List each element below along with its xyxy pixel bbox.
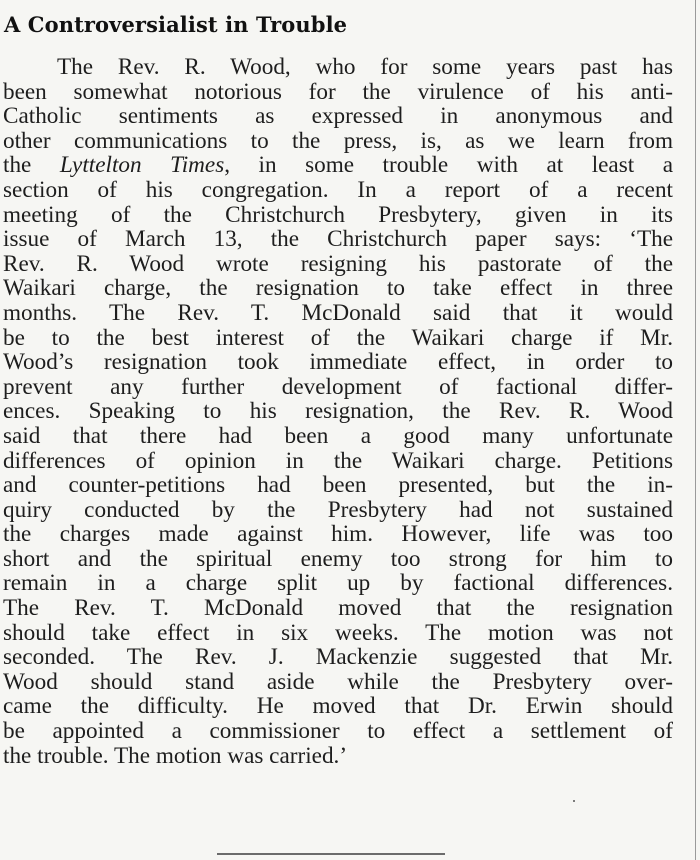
article-line: The Rev. R. Wood, who for some years past has bbox=[57, 55, 673, 80]
article-line: ences. Speaking to his resignation, the Rev. R. Wood bbox=[3, 399, 673, 424]
article-line: Wood’s resignation took immediate effect, in order to bbox=[3, 350, 673, 375]
article-line: the Lyttelton Times, in some trouble with at least a bbox=[3, 153, 673, 178]
article-line: came the difficulty. He moved that Dr. Erwin should bbox=[3, 694, 673, 720]
article-line: seconded. The Rev. J. Mackenzie suggested that Mr. bbox=[3, 645, 673, 670]
print-speck bbox=[573, 800, 575, 802]
article-line: remain in a charge split up by factional differences. bbox=[3, 571, 673, 597]
article-line: issue of March 13, the Christchurch paper says: ‘The bbox=[3, 227, 673, 252]
article-line: Waikari charge, the resignation to take effect in three bbox=[3, 276, 673, 301]
article-headline: A Controversialist in Trouble bbox=[4, 12, 348, 37]
article-line: prevent any further development of factional differ- bbox=[3, 374, 673, 400]
article-line: the charges made against him. However, life was too bbox=[3, 522, 673, 547]
article-line: other communications to the press, is, as we learn from bbox=[3, 128, 673, 154]
article-line: be appointed a commissioner to effect a settlement of bbox=[3, 719, 673, 744]
article-line: section of his congregation. In a report of a recent bbox=[3, 177, 673, 203]
article-line: months. The Rev. T. McDonald said that it would bbox=[3, 300, 673, 326]
article-line: be to the best interest of the Waikari charge if Mr. bbox=[3, 325, 673, 351]
article-line: Wood should stand aside while the Presbytery over- bbox=[3, 669, 673, 695]
article-line: should take effect in six weeks. The motion was not bbox=[3, 620, 673, 646]
article-line: and counter-petitions had been presented, but the in- bbox=[3, 473, 673, 498]
article-body bbox=[3, 55, 673, 768]
column-rule bbox=[695, 0, 696, 860]
article-line: Rev. R. Wood wrote resigning his pastorate of the bbox=[3, 251, 673, 277]
article-line: The Rev. T. McDonald moved that the resignation bbox=[3, 596, 673, 621]
article-line: meeting of the Christchurch Presbytery, given in its bbox=[3, 202, 673, 228]
newspaper-title: Lyttelton Times bbox=[59, 153, 225, 178]
end-of-article-rule bbox=[217, 853, 445, 855]
article-line: said that there had been a good many unfortunate bbox=[3, 423, 673, 449]
article-line: been somewhat notorious for the virulence of his anti- bbox=[3, 79, 673, 105]
article-line: short and the spiritual enemy too strong for him to bbox=[3, 546, 673, 572]
article-line: quiry conducted by the Presbytery had not sustained bbox=[3, 497, 673, 523]
article-line: Catholic sentiments as expressed in anonymous and bbox=[3, 104, 673, 129]
article-line: differences of opinion in the Waikari charge. Petitions bbox=[3, 448, 673, 474]
article-line: the trouble. The motion was carried.’ bbox=[3, 743, 348, 769]
